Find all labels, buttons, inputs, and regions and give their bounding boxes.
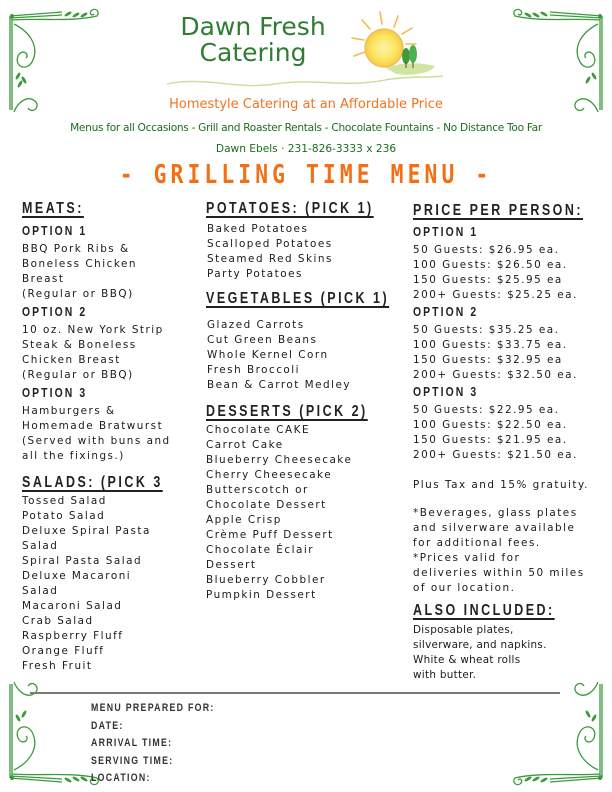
price-line: 200+ Guests: $21.50 ea. bbox=[413, 449, 578, 461]
menu-item: Hamburgers & bbox=[22, 405, 116, 417]
menu-item: Raspberry Fluff bbox=[22, 630, 124, 642]
field-date: DATE: bbox=[91, 719, 124, 732]
menu-item: Apple Crisp bbox=[206, 514, 282, 526]
menu-item: Potato Salad bbox=[22, 510, 106, 522]
option-label: OPTION 3 bbox=[413, 384, 479, 399]
note-line: *Prices valid for bbox=[413, 552, 521, 564]
menu-item: all the fixings.) bbox=[22, 450, 125, 462]
prepared-for-form bbox=[91, 700, 246, 788]
menu-item: Baked Potatoes bbox=[207, 223, 309, 235]
included-line: White & wheat rolls bbox=[413, 654, 521, 666]
price-line: 150 Guests: $32.95 ea bbox=[413, 354, 563, 366]
logo-line-1: Dawn Fresh bbox=[180, 12, 326, 41]
salads-heading: SALADS: (PICK 3 bbox=[22, 474, 163, 491]
price-line: 150 Guests: $21.95 ea. bbox=[413, 434, 568, 446]
menu-item: (Regular or BBQ) bbox=[22, 288, 134, 300]
menu-item: Whole Kernel Corn bbox=[207, 349, 329, 361]
included-line: Disposable plates, bbox=[413, 624, 514, 636]
price-line: 200+ Guests: $32.50 ea. bbox=[413, 369, 578, 381]
flourish-corner-bottom-left-icon bbox=[2, 682, 102, 792]
meats-heading: MEATS: bbox=[22, 200, 84, 217]
menu-item: Spiral Pasta Salad bbox=[22, 555, 143, 567]
menu-item: (Served with buns and bbox=[22, 435, 171, 447]
menu-item: Scalloped Potatoes bbox=[207, 238, 333, 250]
field-menu-prepared-for: MENU PREPARED FOR: bbox=[91, 702, 215, 714]
note-line: and silverware available bbox=[413, 522, 576, 534]
flourish-corner-top-right-icon bbox=[510, 2, 610, 112]
price-line: 200+ Guests: $25.25 ea. bbox=[413, 289, 578, 301]
menu-item: Crème Puff Dessert bbox=[206, 529, 334, 541]
note-line: *Beverages, glass plates bbox=[413, 507, 578, 519]
vegetables-heading: VEGETABLES (PICK 1) bbox=[206, 290, 390, 307]
price-line: 50 Guests: $22.95 ea. bbox=[413, 404, 560, 416]
note-line: for additional fees. bbox=[413, 537, 541, 549]
tax-note: Plus Tax and 15% gratuity. bbox=[413, 479, 589, 491]
option-label: OPTION 2 bbox=[22, 304, 88, 319]
menu-item: Chocolate Éclair bbox=[206, 544, 314, 556]
field-location: LOCATION: bbox=[91, 772, 151, 785]
menu-item: Party Potatoes bbox=[207, 268, 303, 280]
menu-item: Steamed Red Skins bbox=[207, 253, 333, 265]
menu-item: Blueberry Cheesecake bbox=[206, 454, 353, 466]
logo-wordmark bbox=[163, 14, 343, 66]
price-line: 50 Guests: $35.25 ea. bbox=[413, 324, 560, 336]
sides-desserts-column bbox=[206, 200, 401, 603]
meat-option-1 bbox=[22, 223, 202, 302]
menu-title: - GRILLING TIME MENU - bbox=[119, 160, 493, 190]
menu-item: Orange Fluff bbox=[22, 645, 105, 657]
menu-item: Blueberry Cobbler bbox=[206, 574, 326, 586]
menu-item: Pumpkin Dessert bbox=[206, 589, 317, 601]
price-option-3 bbox=[413, 384, 609, 463]
field-arrival-time: ARRIVAL TIME: bbox=[91, 737, 173, 750]
menu-item: Fresh Broccoli bbox=[207, 364, 301, 376]
price-option-1 bbox=[413, 224, 609, 303]
included-line: silverware, and napkins. bbox=[413, 639, 547, 651]
menu-item: Cut Green Beans bbox=[207, 334, 318, 346]
menu-item: Crab Salad bbox=[22, 615, 94, 627]
menu-item: Tossed Salad bbox=[22, 495, 107, 507]
vegetables-list bbox=[207, 318, 401, 393]
logo-swoosh-icon bbox=[165, 70, 445, 92]
also-included-heading: ALSO INCLUDED: bbox=[413, 602, 555, 619]
included-line: with butter. bbox=[413, 669, 477, 681]
menu-item: Steak & Boneless bbox=[22, 339, 137, 351]
menu-item: Cherry Cheesecake bbox=[206, 469, 333, 481]
contact-line: Dawn Ebels · 231-826-3333 x 236 bbox=[215, 143, 397, 155]
menu-item: Deluxe Spiral Pasta bbox=[22, 525, 151, 537]
desserts-heading: DESSERTS (PICK 2) bbox=[206, 403, 368, 420]
price-option-2 bbox=[413, 304, 609, 383]
option-label: OPTION 3 bbox=[22, 385, 88, 400]
menu-item: Salad bbox=[22, 540, 59, 552]
price-line: 100 Guests: $33.75 ea. bbox=[413, 339, 568, 351]
menu-item: Fresh Fruit bbox=[22, 660, 93, 672]
price-line: 100 Guests: $22.50 ea. bbox=[413, 419, 568, 431]
menu-item: BBQ Pork Ribs & bbox=[22, 243, 130, 255]
price-line: 150 Guests: $25.95 ea bbox=[413, 274, 563, 286]
menu-item: Chocolate CAKE bbox=[206, 424, 311, 436]
menu-item: Dessert bbox=[206, 559, 257, 571]
potatoes-list bbox=[207, 222, 401, 282]
menu-item: Glazed Carrots bbox=[207, 319, 305, 331]
menu-item: Homemade Bratwurst bbox=[22, 420, 164, 432]
option-label: OPTION 2 bbox=[413, 304, 479, 319]
menu-item: Deluxe Macaroni bbox=[22, 570, 132, 582]
menu-item: Carrot Cake bbox=[206, 439, 284, 451]
salads-list bbox=[22, 494, 202, 674]
menu-item: Bean & Carrot Medley bbox=[207, 379, 352, 391]
pricing-column bbox=[413, 202, 609, 683]
note-line: of our location. bbox=[413, 582, 516, 594]
desserts-list bbox=[206, 423, 401, 603]
meats-salads-column bbox=[22, 200, 202, 674]
option-label: OPTION 1 bbox=[22, 223, 88, 238]
menu-item: Chocolate Dessert bbox=[206, 499, 327, 511]
price-line: 100 Guests: $26.50 ea. bbox=[413, 259, 568, 271]
flourish-corner-top-left-icon bbox=[2, 2, 102, 112]
meat-option-3 bbox=[22, 385, 202, 464]
logo-line-2: Catering bbox=[199, 38, 307, 67]
menu-item: Breast bbox=[22, 273, 65, 285]
footer-divider bbox=[30, 692, 560, 694]
also-included-list bbox=[413, 623, 609, 683]
menu-item: Butterscotch or bbox=[206, 484, 309, 496]
option-label: OPTION 1 bbox=[413, 224, 479, 239]
menu-item: (Regular or BBQ) bbox=[22, 369, 134, 381]
menu-item: 10 oz. New York Strip bbox=[22, 324, 164, 336]
pricing-heading: PRICE PER PERSON: bbox=[413, 202, 584, 219]
menu-item: Chicken Breast bbox=[22, 354, 121, 366]
pricing-notes bbox=[413, 506, 609, 596]
price-line: 50 Guests: $26.95 ea. bbox=[413, 244, 560, 256]
menu-item: Boneless Chicken bbox=[22, 258, 137, 270]
field-serving-time: SERVING TIME: bbox=[91, 754, 174, 767]
note-line: deliveries within 50 miles bbox=[413, 567, 585, 579]
flourish-corner-bottom-right-icon bbox=[510, 682, 610, 792]
tagline: Homestyle Catering at an Affordable Price bbox=[169, 97, 443, 112]
potatoes-heading: POTATOES: (PICK 1) bbox=[206, 200, 374, 217]
meat-option-2 bbox=[22, 304, 202, 383]
services-line: Menus for all Occasions - Grill and Roaster Rentals - Chocolate Fountains - No Distance Too Far bbox=[70, 122, 542, 134]
menu-item: Macaroni Salad bbox=[22, 600, 123, 612]
menu-item: Salad bbox=[22, 585, 59, 597]
